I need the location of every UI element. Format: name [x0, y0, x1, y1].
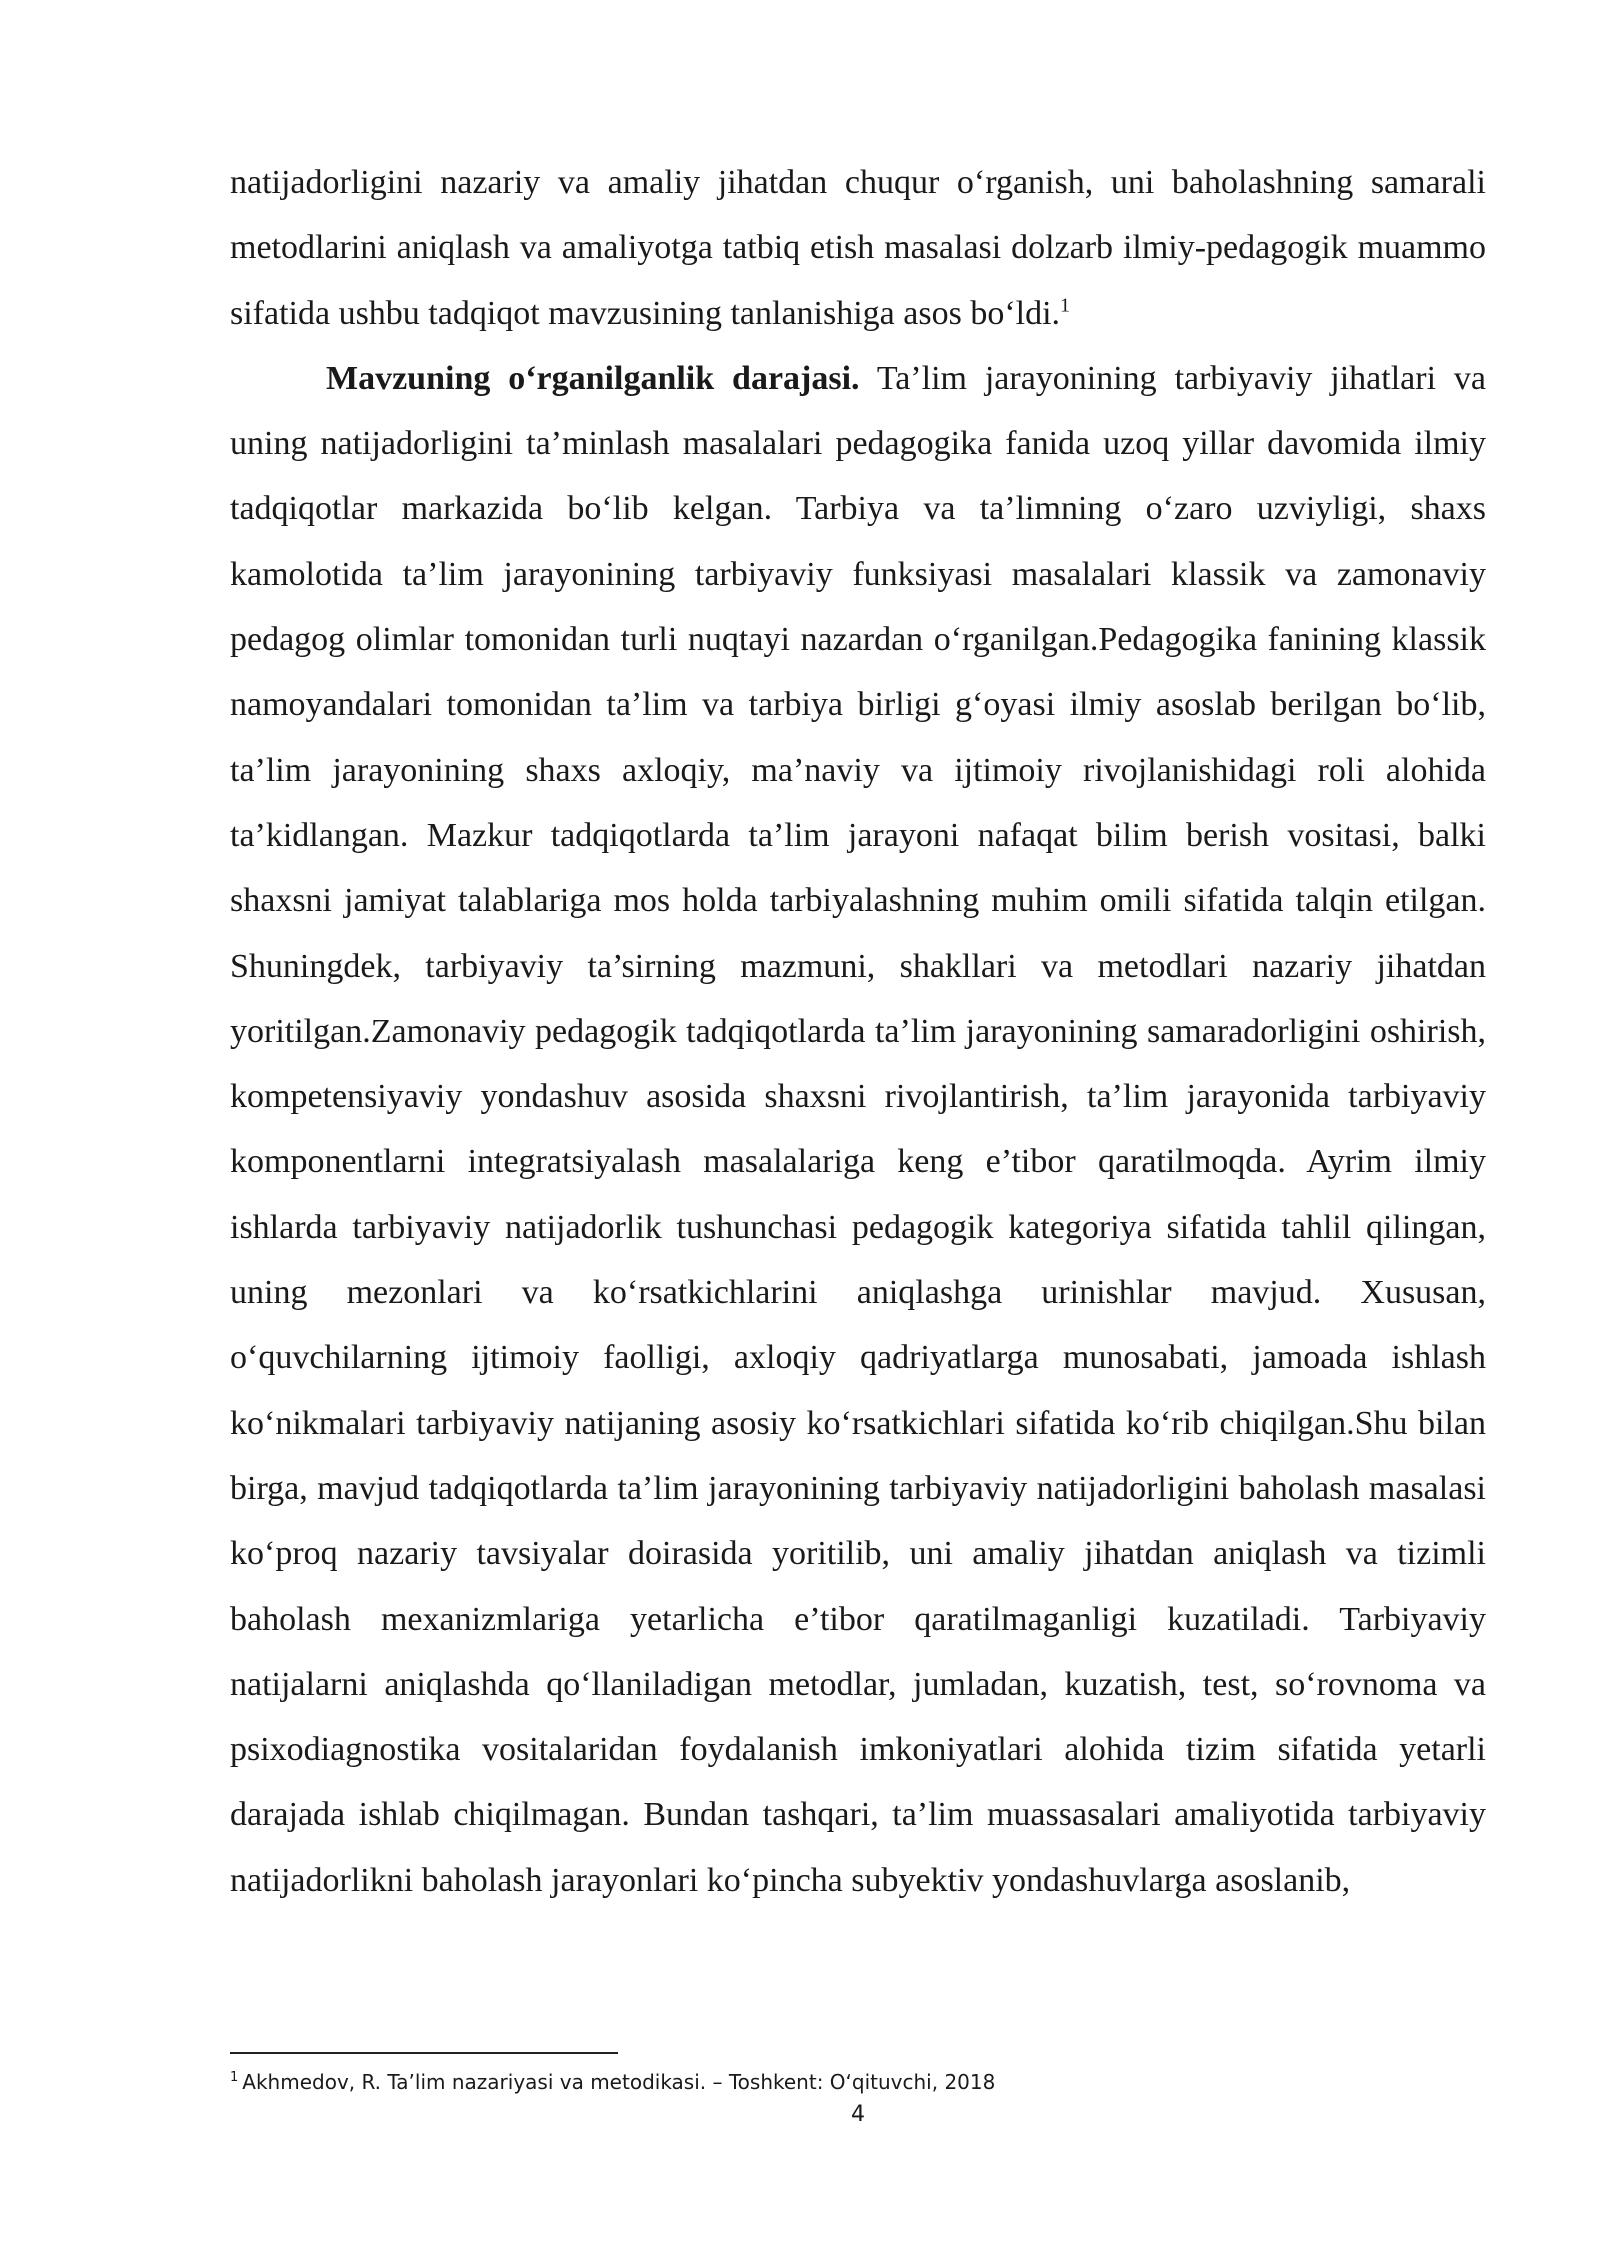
- paragraph-continuation: [230, 150, 1486, 346]
- footnote-mark: 1: [230, 2070, 239, 2086]
- footnote-separator: [230, 2052, 618, 2054]
- paragraph-1-text: natijadorligini nazariy va amaliy jihatdan chuqur o‘rganish, uni baholashning samarali metodlarini aniqlash va amaliyotga tatbiq etish masalasi dolzarb ilmiy-pedagogik muammo sifatida ushbu tadqiqot mavzusining tanlanishiga asos bo‘ldi.: [230, 164, 1486, 332]
- footnote-text: Akhmedov, R. Ta’lim nazariyasi va metodikasi. – Toshkent: O‘qituvchi, 2018: [242, 2070, 996, 2094]
- footnote: [230, 2068, 1430, 2096]
- page-number: 4: [851, 2102, 865, 2127]
- section-heading-inline: Mavzuning o‘rganilganlik darajasi.: [326, 359, 860, 397]
- body-text-block: [230, 150, 1486, 1913]
- footnote-reference[interactable]: 1: [1060, 294, 1071, 317]
- paragraph-study-degree: [230, 346, 1486, 1913]
- paragraph-2-text: Ta’lim jarayonining tarbiyaviy jihatlari va uning natijadorligini ta’minlash masalalari pedagogika fanida uzoq yillar davomida ilmiy tadqiqotlar markazida bo‘lib kelgan. Tarbiya va ta’limning o‘zaro uzviyligi, shaxs kamolotida ta’lim jarayonining tarbiyaviy funksiyasi masalalari klassik va zamonaviy pedagog olimlar tomonidan turli nuqtayi nazardan o‘rganilgan.Pedagogika fanining klassik namoyandalari tomonidan ta’lim va tarbiya birligi g‘oyasi ilmiy asoslab berilgan bo‘lib, ta’lim jarayonining shaxs axloqiy, ma’naviy va ijtimoiy rivojlanishidagi roli alohida ta’kidlangan. Mazkur tadqiqotlarda ta’lim jarayoni nafaqat bilim berish vositasi, balki shaxsni jamiyat talablariga mos holda tarbiyalashning muhim omili sifatida talqin etilgan. Shuningdek, tarbiyaviy ta’sirning mazmuni, shakllari va metodlari nazariy jihatdan yoritilgan.Zamonaviy pedagogik tadqiqotlarda ta’lim jarayonining samaradorligini oshirish, kompetensiyaviy yondashuv asosida shaxsni rivojlantirish, ta’lim jarayonida tarbiyaviy komponentlarni integratsiyalash masalalariga keng e’tibor qaratilmoqda. Ayrim ilmiy ishlarda tarbiyaviy natijadorlik tushunchasi pedagogik kategoriya sifatida tahlil qilingan, uning mezonlari va ko‘rsatkichlarini aniqlashga urinishlar mavjud. Xususan, o‘quvchilarning ijtimoiy faolligi, axloqiy qadriyatlarga munosabati, jamoada ishlash ko‘nikmalari tarbiyaviy natijaning asosiy ko‘rsatkichlari sifatida ko‘rib chiqilgan.Shu bilan birga, mavjud tadqiqotlarda ta’lim jarayonining tarbiyaviy natijadorligini baholash masalasi ko‘proq nazariy tavsiyalar doirasida yoritilib, uni amaliy jihatdan aniqlash va tizimli baholash mexanizmlariga yetarlicha e’tibor qaratilmaganligi kuzatiladi. Tarbiyaviy natijalarni aniqlashda qo‘llaniladigan metodlar, jumladan, kuzatish, test, so‘rovnoma va psixodiagnostika vositalaridan foydalanish imkoniyatlari alohida tizim sifatida yetarli darajada ishlab chiqilmagan. Bundan tashqari, ta’lim muassasalari amaliyotida tarbiyaviy natijadorlikni baholash jarayonlari ko‘pincha subyektiv yondashuvlarga asoslanib,: [230, 359, 1486, 1899]
